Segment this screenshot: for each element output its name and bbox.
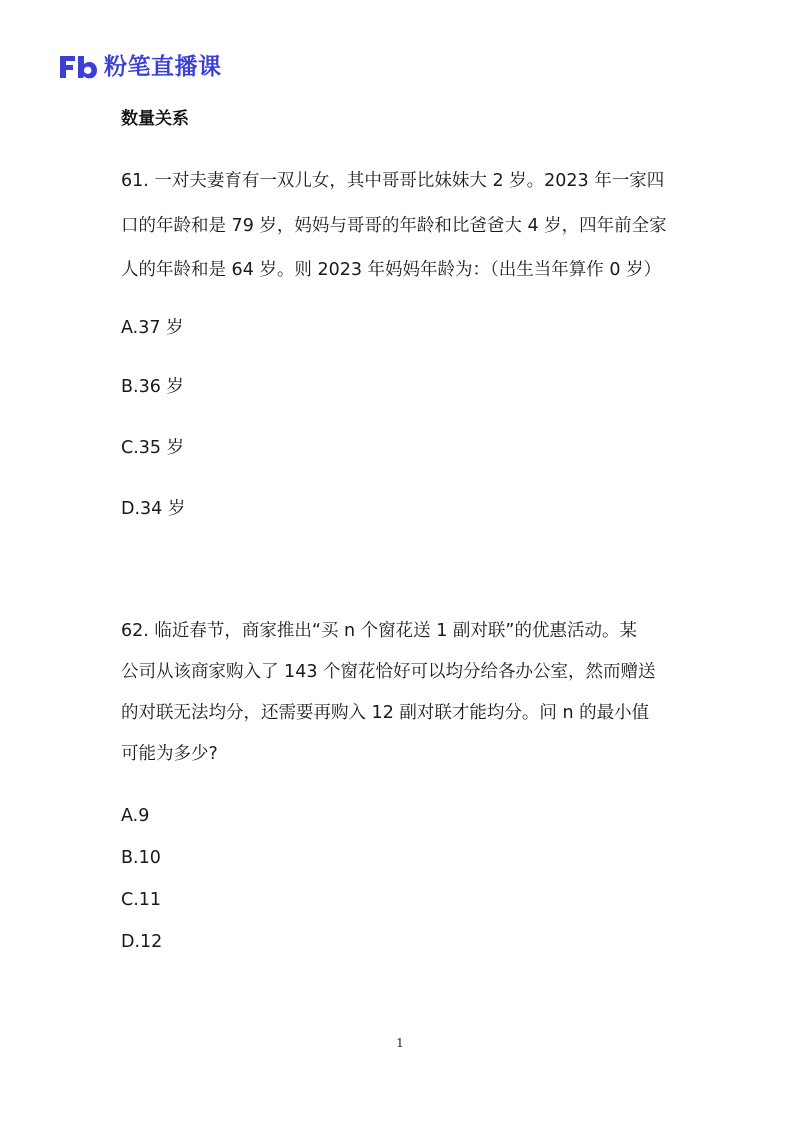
fenbi-logo-icon	[58, 54, 98, 80]
question-text-line: 人的年龄和是 64 岁。则 2023 年妈妈年龄为：（出生当年算作 0 岁）	[121, 260, 662, 280]
option-c: C.11	[121, 890, 162, 910]
brand-logo	[58, 52, 222, 82]
question-text-line: 62. 临近春节，商家推出“买 n 个窗花送 1 副对联”的优惠活动。某	[121, 621, 638, 641]
option-a: A.9	[121, 806, 150, 826]
question-text-line: 口的年龄和是 79 岁，妈妈与哥哥的年龄和比爸爸大 4 岁，四年前全家	[121, 216, 667, 236]
logo-text: 粉笔直播课	[104, 54, 222, 80]
question-text-line: 公司从该商家购入了 143 个窗花恰好可以均分给各办公室，然而赠送	[121, 662, 656, 682]
option-c: C.35 岁	[121, 438, 185, 458]
option-b: B.10	[121, 848, 161, 868]
question-text-line: 可能为多少?	[121, 744, 218, 764]
page-number: 1	[396, 1036, 404, 1050]
option-d: D.34 岁	[121, 499, 186, 519]
option-b: B.36 岁	[121, 377, 184, 397]
section-title: 数量关系	[121, 109, 189, 129]
question-text-line: 61. 一对夫妻育有一双儿女，其中哥哥比妹妹大 2 岁。2023 年一家四	[121, 171, 665, 191]
option-a: A.37 岁	[121, 318, 184, 338]
option-d: D.12	[121, 932, 163, 952]
question-text-line: 的对联无法均分，还需要再购入 12 副对联才能均分。问 n 的最小值	[121, 703, 650, 723]
